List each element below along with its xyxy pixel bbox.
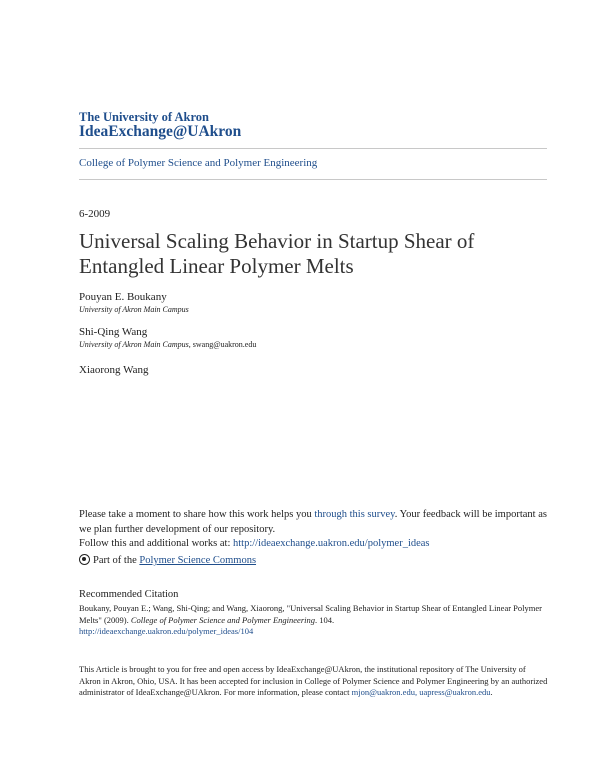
survey-text-end: . Your feedback will be important as we plan further development of our repository. bbox=[79, 509, 547, 535]
university-name: The University of Akron bbox=[79, 110, 209, 124]
author-affiliation: University of Akron Main Campus bbox=[79, 305, 189, 314]
author-email: , swang@uakron.edu bbox=[188, 340, 257, 349]
citation-url-link[interactable]: http://ideaexchange.uakron.edu/polymer_ideas/104 bbox=[79, 626, 254, 636]
footer-notice bbox=[79, 664, 549, 699]
citation-text bbox=[79, 603, 549, 638]
divider bbox=[79, 179, 547, 180]
footer-end: . bbox=[490, 687, 493, 697]
citation-body: Boukany, Pouyan E.; Wang, Shi-Qing; and Wang, Xiaorong, "Universal Scaling Behavior in Startup Shear of Entangled Linear Polymer Melts" (2009). bbox=[79, 603, 542, 625]
follow-line bbox=[79, 536, 549, 551]
survey-text: Please take a moment to share how this work helps you bbox=[79, 509, 315, 520]
author-name: Xiaorong Wang bbox=[79, 364, 149, 376]
author-name: Pouyan E. Boukany bbox=[79, 291, 167, 303]
footer-text: This Article is brought to you for free and open access by IdeaExchange@UAkron, the institutional repository of The University of Akron in Akron, Ohio, USA. It has been accepted for inclusion in College of Polymer Science and Polymer Engineering by an authorized administrator of IdeaExchange@UAkron. For more information, please contact bbox=[79, 664, 548, 697]
publication-date: 6-2009 bbox=[79, 208, 111, 220]
part-of-line bbox=[79, 553, 549, 568]
survey-paragraph bbox=[79, 507, 549, 537]
part-of-text: Part of the bbox=[93, 555, 140, 566]
survey-link[interactable]: through this survey bbox=[314, 509, 395, 520]
citation-number: . 104. bbox=[315, 614, 335, 625]
follow-text: Follow this and additional works at: bbox=[79, 538, 233, 549]
citation-heading: Recommended Citation bbox=[79, 589, 179, 600]
commons-link[interactable]: Polymer Science Commons bbox=[139, 555, 257, 566]
author-block bbox=[79, 364, 148, 376]
citation-venue: College of Polymer Science and Polymer Engineering bbox=[130, 614, 315, 625]
follow-url-link[interactable]: http://ideaexchange.uakron.edu/polymer_ideas bbox=[233, 538, 430, 549]
college-link[interactable]: College of Polymer Science and Polymer Engineering bbox=[79, 157, 318, 169]
author-affiliation: University of Akron Main Campus bbox=[79, 340, 189, 349]
repository-name[interactable]: IdeaExchange@UAkron bbox=[79, 123, 242, 140]
author-block bbox=[79, 291, 189, 314]
author-block bbox=[79, 326, 256, 349]
divider bbox=[79, 148, 547, 149]
paper-title: Universal Scaling Behavior in Startup Shear of Entangled Linear Polymer Melts bbox=[79, 229, 475, 278]
contact-email-links[interactable]: mjon@uakron.edu, uapress@uakron.edu bbox=[351, 687, 491, 697]
author-name: Shi-Qing Wang bbox=[79, 326, 148, 338]
commons-icon bbox=[79, 554, 90, 565]
